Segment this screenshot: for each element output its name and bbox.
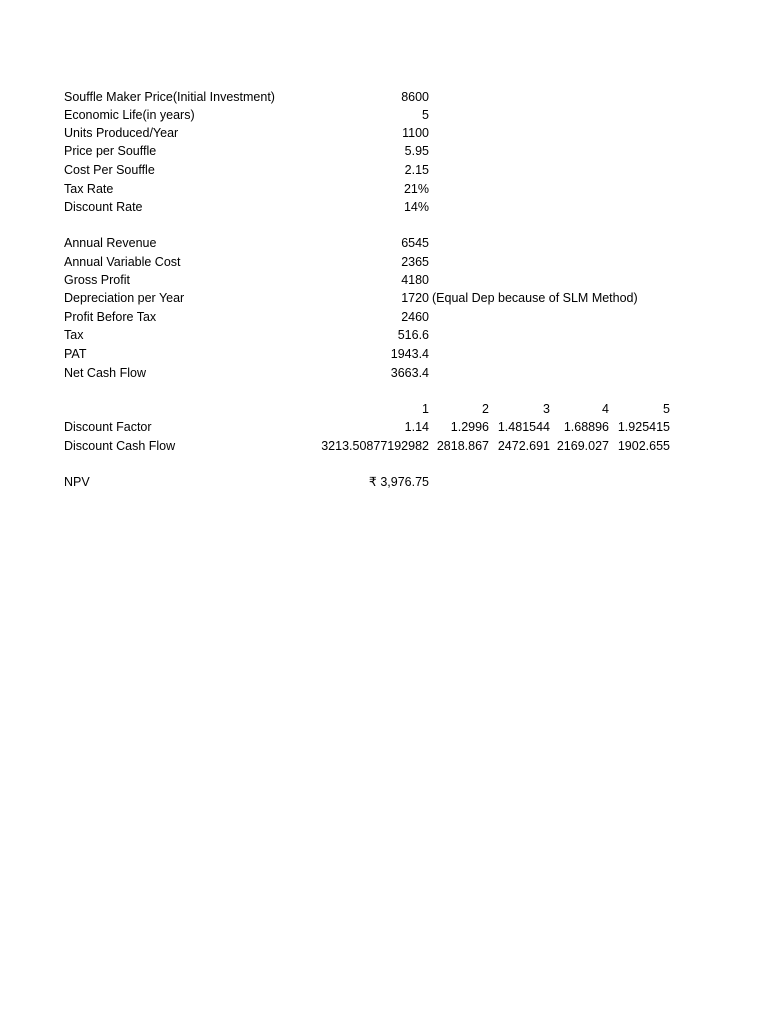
row-economic-life [0,106,768,124]
year-4: 4 [602,402,609,416]
value: 3663.4 [390,366,429,380]
row-year-header [0,400,768,418]
value: 21% [403,182,429,196]
value: 14% [403,200,429,214]
dcf-y3: 2472.691 [497,439,550,453]
label: Cost Per Souffle [64,163,155,177]
year-5: 5 [663,402,670,416]
row-tax-rate [0,180,768,198]
row-annual-variable-cost [0,253,768,271]
value: 6545 [401,236,429,250]
label: Economic Life(in years) [64,108,195,122]
label: Depreciation per Year [64,291,185,305]
row-price-per-souffle [0,142,768,160]
row-cost-per-souffle [0,161,768,179]
label: NPV [64,475,90,489]
label: Discount Factor [64,420,152,434]
label: Gross Profit [64,273,130,287]
value: 1720 [401,291,429,305]
dcf-y2: 2818.867 [436,439,489,453]
discount-factor-y2: 1.2996 [450,420,489,434]
row-discount-cash-flow [0,437,768,455]
label: Annual Revenue [64,236,157,250]
label: Tax [64,328,84,342]
value: 8600 [401,90,429,104]
label: Price per Souffle [64,144,157,158]
label: Units Produced/Year [64,126,179,140]
row-npv [0,473,768,491]
value: 2365 [401,255,429,269]
label: Discount Cash Flow [64,439,176,453]
discount-factor-y1: 1.14 [404,420,429,434]
value: 1100 [402,126,429,140]
row-pat [0,345,768,363]
depreciation-note: (Equal Dep because of SLM Method) [432,291,638,305]
label: Discount Rate [64,200,143,214]
dcf-y5: 1902.655 [617,439,670,453]
row-net-cash-flow [0,364,768,382]
row-souffle-maker-price [0,88,768,106]
value: 5.95 [404,144,429,158]
label: PAT [64,347,87,361]
row-depreciation [0,289,768,307]
label: Net Cash Flow [64,366,146,380]
label: Tax Rate [64,182,114,196]
npv-value: ₹ 3,976.75 [368,475,429,489]
discount-factor-y3: 1.481544 [497,420,550,434]
discount-factor-y4: 1.68896 [563,420,609,434]
label: Annual Variable Cost [64,255,181,269]
row-annual-revenue [0,234,768,252]
value: 1943.4 [390,347,429,361]
value: 2460 [401,310,429,324]
row-tax [0,326,768,344]
year-2: 2 [482,402,489,416]
value: 516.6 [397,328,429,342]
year-1: 1 [422,402,429,416]
row-gross-profit [0,271,768,289]
dcf-y4: 2169.027 [556,439,609,453]
year-3: 3 [543,402,550,416]
value: 5 [422,108,429,122]
dcf-y1: 3213.50877192982 [321,439,429,453]
discount-factor-y5: 1.925415 [617,420,670,434]
row-units-produced [0,124,768,142]
label: Profit Before Tax [64,310,157,324]
value: 4180 [401,273,429,287]
row-discount-factor [0,418,768,436]
row-profit-before-tax [0,308,768,326]
value: 2.15 [404,163,429,177]
row-discount-rate [0,198,768,216]
label: Souffle Maker Price(Initial Investment) [64,90,275,104]
